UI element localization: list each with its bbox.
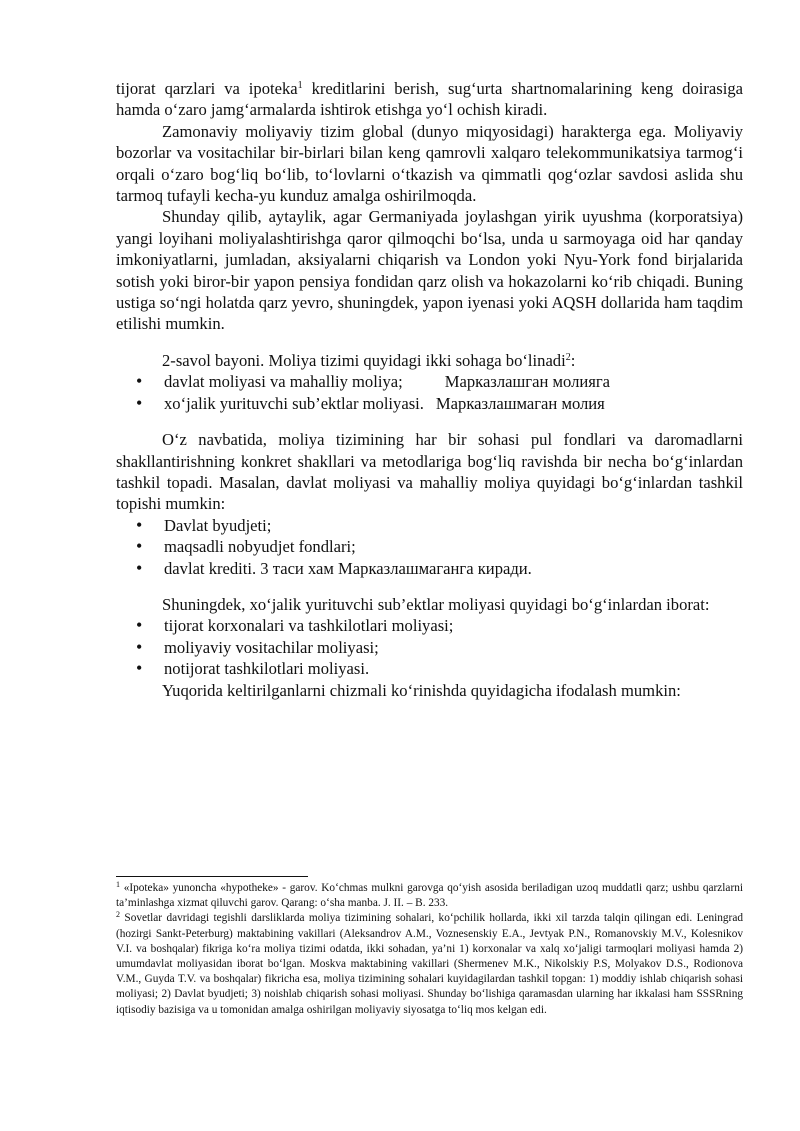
paragraph-germany-example: Shunday qilib, aytaylik, agar Germaniyada joylashgan yirik uyushma (korporatsiya) yangi loyihani moliyalashtirishga qaror qilmoqchi bo‘lsa, unda u sarmoyaga oid har qanday imkoniyatlarni, jumladan, aksiyalarni chiqarish va London yoki Nyu-York fond birjalarida sotish yoki biror-bir yapon pensiya fondidan qarz olish va hokazolarni ko‘rib chiqadi. Buning ustiga so‘ngi holatda qarz yevro, shuningdek, yapon iyenasi yoki AQSH dollarida ham taqdim etilishi mumkin.: [116, 207, 743, 334]
footnote-1: $^1$ «Ipoteka» yunoncha «hypotheke» - garov. Ko‘chmas mulkni garovga qo‘yish asosida beriladigan uzoq muddatli qarz; ushbu qarzlarni ta’minlashga xizmat qiluvchi garov. Qarang: o‘sha manba. J. II. – B. 233.: [116, 880, 743, 910]
paragraph-continuation: tijorat qarzlari va ipoteka$^1$ kreditlarini berish, sug‘urta shartnomalarining keng doirasiga hamda o‘zaro jamg‘armalarda ishtirok etishga yo‘l ochish kiradi.: [116, 79, 743, 120]
handwritten-note: Марказлашмаган молия: [435, 393, 605, 413]
business-finance-list: [116, 615, 743, 679]
footnote-2: $^2$ Sovetlar davridagi tegishli darsliklarda moliya tizimining sohalari, ko‘pchilik hollarda, ikki xil tarzda talqin qilingan edi. Leningrad (hozirgi Sankt-Peterburg) maktabining vakillari (Aleksandrov A.M., Voznesenskiy E.A., Jevtyak P.N., Romanovskiy M.V., Kolesnikov V.I. va boshqalar) fikriga ko‘ra moliya tizimi odatda, ikki sohadan, ya’ni 1) korxonalar va xalq xo‘jaligi tarmoqlari moliyasi hamda 2) umumdavlat moliyasidan iborat bo‘lgan. Moskva maktabining vakillari (Shermenev M.K., Nikolskiy P.S, Molyakov D.S., Rodionova V.M., Guyda T.V. va boshqalar) fikricha esa, moliya tizimining sohalari kuyidagilardan tashkil topgan: 1) moddiy ishlab chiqarish sohasi moliyasi; 2) Davlat byudjeti; 3) noishlab chiqarish sohasi moliyasi. Shunday bo‘lishiga qaramasdan ularning har ikkalasi ham SSSRning iqtisodiy bazisiga va u tomonidan amalga oshirilgan moliyaviy siyosatga to‘liq mos kelgan edi.: [116, 910, 743, 1016]
footnote-ref-2[interactable]: 2: [565, 351, 571, 363]
paragraph-global-system: Zamonaviy moliyaviy tizim global (dunyo miqyosidagi) harakterga ega. Moliyaviy bozorlar va vositachilar bir-birlari bilan keng qamrovli xalqaro telekommunikatsiya tarmog‘i orqali o‘zaro bog‘liq bo‘lib, to‘lovlarni o‘tkazish va qimmatli qog‘ozlar savdosi aslida shu tarmoq tufayli kecha-yu kunduz amalga oshirilmoqda.: [116, 121, 743, 206]
footnote-divider: [116, 876, 308, 877]
list-item: • tijorat korxonalari va tashkilotlari moliyasi;: [116, 615, 743, 636]
question-2-heading: 2-savol bayoni. Moliya tizimi quyidagi ikki sohaga bo‘linadi$^2$:: [162, 350, 576, 370]
list-item: • maqsadli nobyudjet fondlari;: [116, 536, 743, 557]
sphere-list: [116, 371, 743, 414]
paragraph-links: O‘z navbatida, moliya tizimining har bir sohasi pul fondlari va daromadlarni shakllantirishning konkret shakllari va metodlariga bog‘liq ravishda bir necha bo‘g‘inlardan tashkil topadi. Masalan, davlat moliyasi va mahalliy moliya quyidagi bo‘g‘inlardan tashkil topishi mumkin:: [116, 430, 743, 514]
paragraph-diagram-intro: Yuqorida keltirilganlarni chizmali ko‘rinishda quyidagicha ifodalash mumkin:: [162, 680, 681, 700]
state-finance-list: [116, 515, 743, 579]
list-item: • moliyaviy vositachilar moliyasi;: [116, 637, 743, 658]
footnote-ref-1[interactable]: 1: [297, 80, 303, 91]
footnotes: [116, 881, 743, 1018]
list-item: • davlat krediti. 3 таси хам Марказлашмаганга киради.: [116, 558, 743, 579]
paragraph-business-finance: Shuningdek, xo‘jalik yurituvchi sub’ektlar moliyasi quyidagi bo‘g‘inlardan iborat:: [162, 594, 710, 614]
list-item: • Davlat byudjeti;: [116, 515, 743, 536]
list-item: • davlat moliyasi va mahalliy moliya; Марказлашган молияга: [116, 371, 743, 392]
list-item: • xo‘jalik yurituvchi sub’ektlar moliyasi. Марказлашмаган молия: [116, 393, 743, 414]
body-text: [116, 78, 743, 701]
handwritten-note: Марказлашган молияга: [444, 372, 611, 392]
list-item: • notijorat tashkilotlari moliyasi.: [116, 658, 743, 679]
